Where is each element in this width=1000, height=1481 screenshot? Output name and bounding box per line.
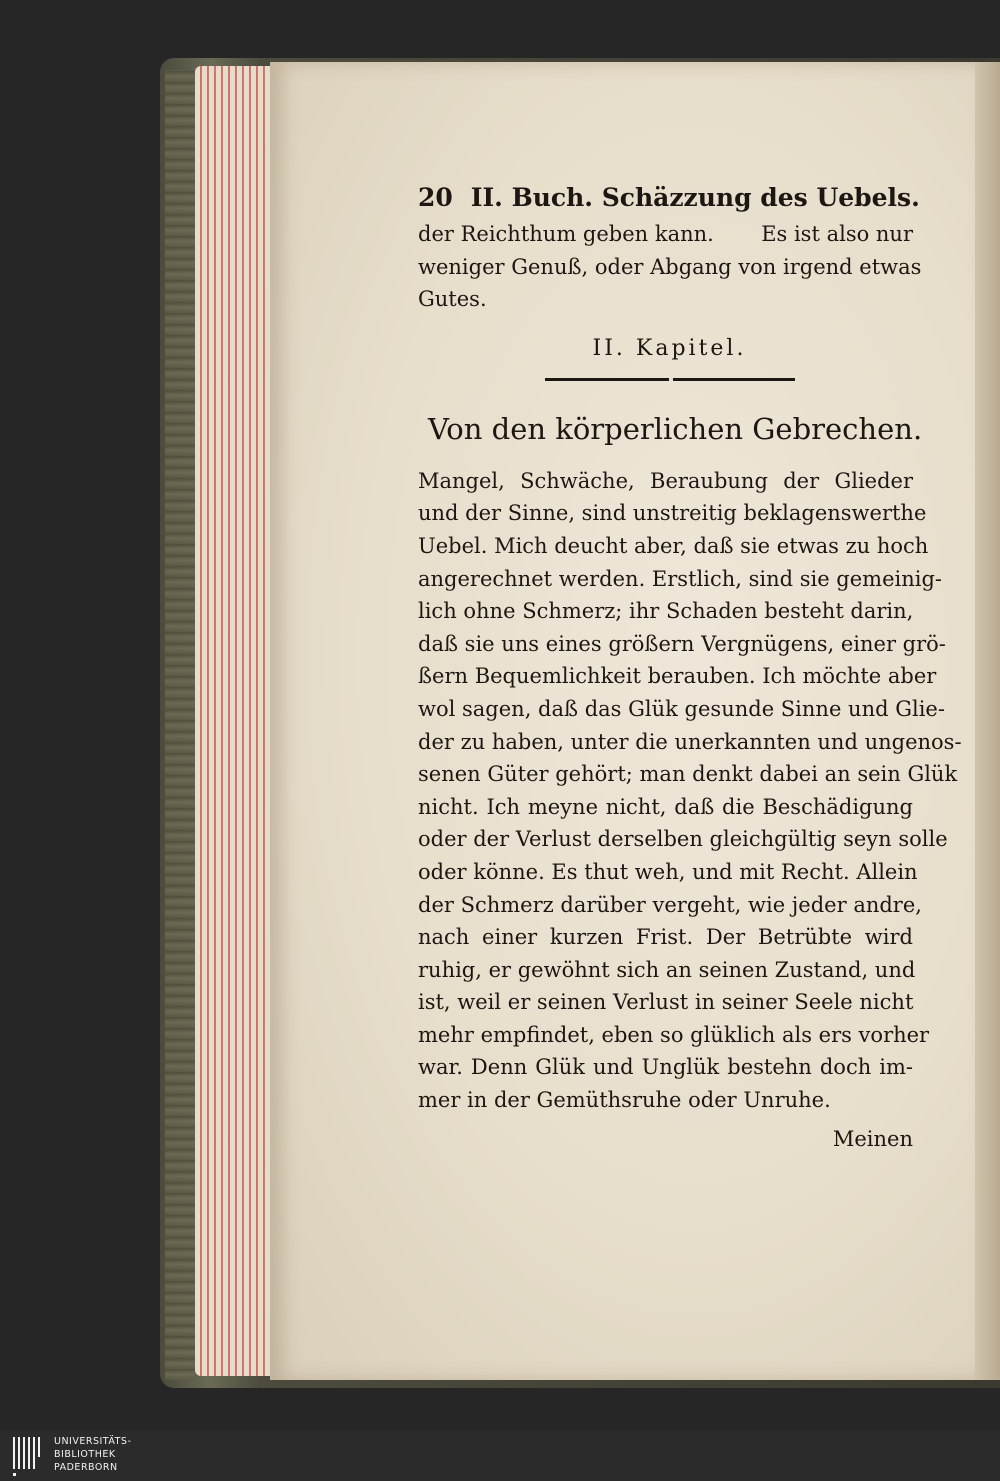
running-title: II. Buch. Schäzzung des Uebels.	[470, 183, 920, 212]
page-number: 20	[418, 183, 453, 212]
text-line: der zu haben, unter die unerkannten und ungenos-	[418, 729, 962, 754]
text-line: Mangel, Schwäche, Beraubung der Glieder	[418, 468, 913, 493]
text-line: und der Sinne, sind unstreitig beklagenswerthe	[418, 501, 927, 526]
catchword: Meinen	[832, 1126, 913, 1151]
running-head	[418, 178, 920, 218]
text-line: nicht. Ich meyne nicht, daß die Beschädigung	[418, 794, 913, 819]
text-line: angerechnet werden. Erstlich, sind sie gemeinig-	[418, 566, 943, 591]
library-logo-icon	[10, 1433, 46, 1479]
text-line: Uebel. Mich deucht aber, daß sie etwas zu hoch	[418, 533, 929, 558]
body-paragraph	[418, 465, 962, 1117]
text-line: senen Güter gehört; man denkt dabei an sein Glük	[418, 762, 958, 787]
library-footer	[0, 1430, 1000, 1481]
text-line: ßern Bequemlichkeit berauben. Ich möchte aber	[418, 664, 937, 689]
page-text-block	[418, 178, 962, 1155]
text-line: war. Denn Glük und Unglük bestehn doch im-	[418, 1055, 913, 1080]
text-line: weniger Genuß, oder Abgang von irgend etwas	[418, 254, 922, 279]
text-line: der Reichthum geben kann. Es ist also nur	[418, 222, 913, 246]
text-line: oder könne. Es thut weh, und mit Recht. Allein	[418, 859, 918, 884]
intro-paragraph	[418, 218, 922, 316]
book-cover-marbling	[165, 70, 195, 1380]
library-name: UNIVERSITÄTS- BIBLIOTHEK PADERBORN	[54, 1436, 132, 1473]
text-line: mehr empfindet, eben so glüklich als ers vorher	[418, 1022, 930, 1047]
text-line: Gutes.	[418, 287, 487, 312]
text-line: lich ohne Schmerz; ihr Schaden besteht darin,	[418, 599, 914, 624]
text-line: der Schmerz darüber vergeht, wie jeder andre,	[418, 892, 922, 917]
text-line: nach einer kurzen Frist. Der Betrübte wird	[418, 925, 913, 950]
text-line: mer in der Gemüthsruhe oder Unruhe.	[418, 1088, 831, 1113]
text-line: wol sagen, daß das Glük gesunde Sinne und Glie-	[418, 696, 945, 721]
chapter-label: II. Kapitel.	[592, 335, 747, 361]
text-line: ist, weil er seinen Verlust in seiner Seele nicht	[418, 990, 914, 1015]
text-line: oder der Verlust derselben gleichgültig seyn solle	[418, 827, 948, 852]
chapter-heading: Von den körperlichen Gebrechen.	[428, 411, 923, 446]
text-line: daß sie uns eines größern Vergnügens, einer grö-	[418, 631, 946, 656]
decorative-rule	[545, 378, 795, 381]
text-line: ruhig, er gewöhnt sich an seinen Zustand, und	[418, 957, 916, 982]
gutter-shadow	[975, 62, 1000, 1380]
